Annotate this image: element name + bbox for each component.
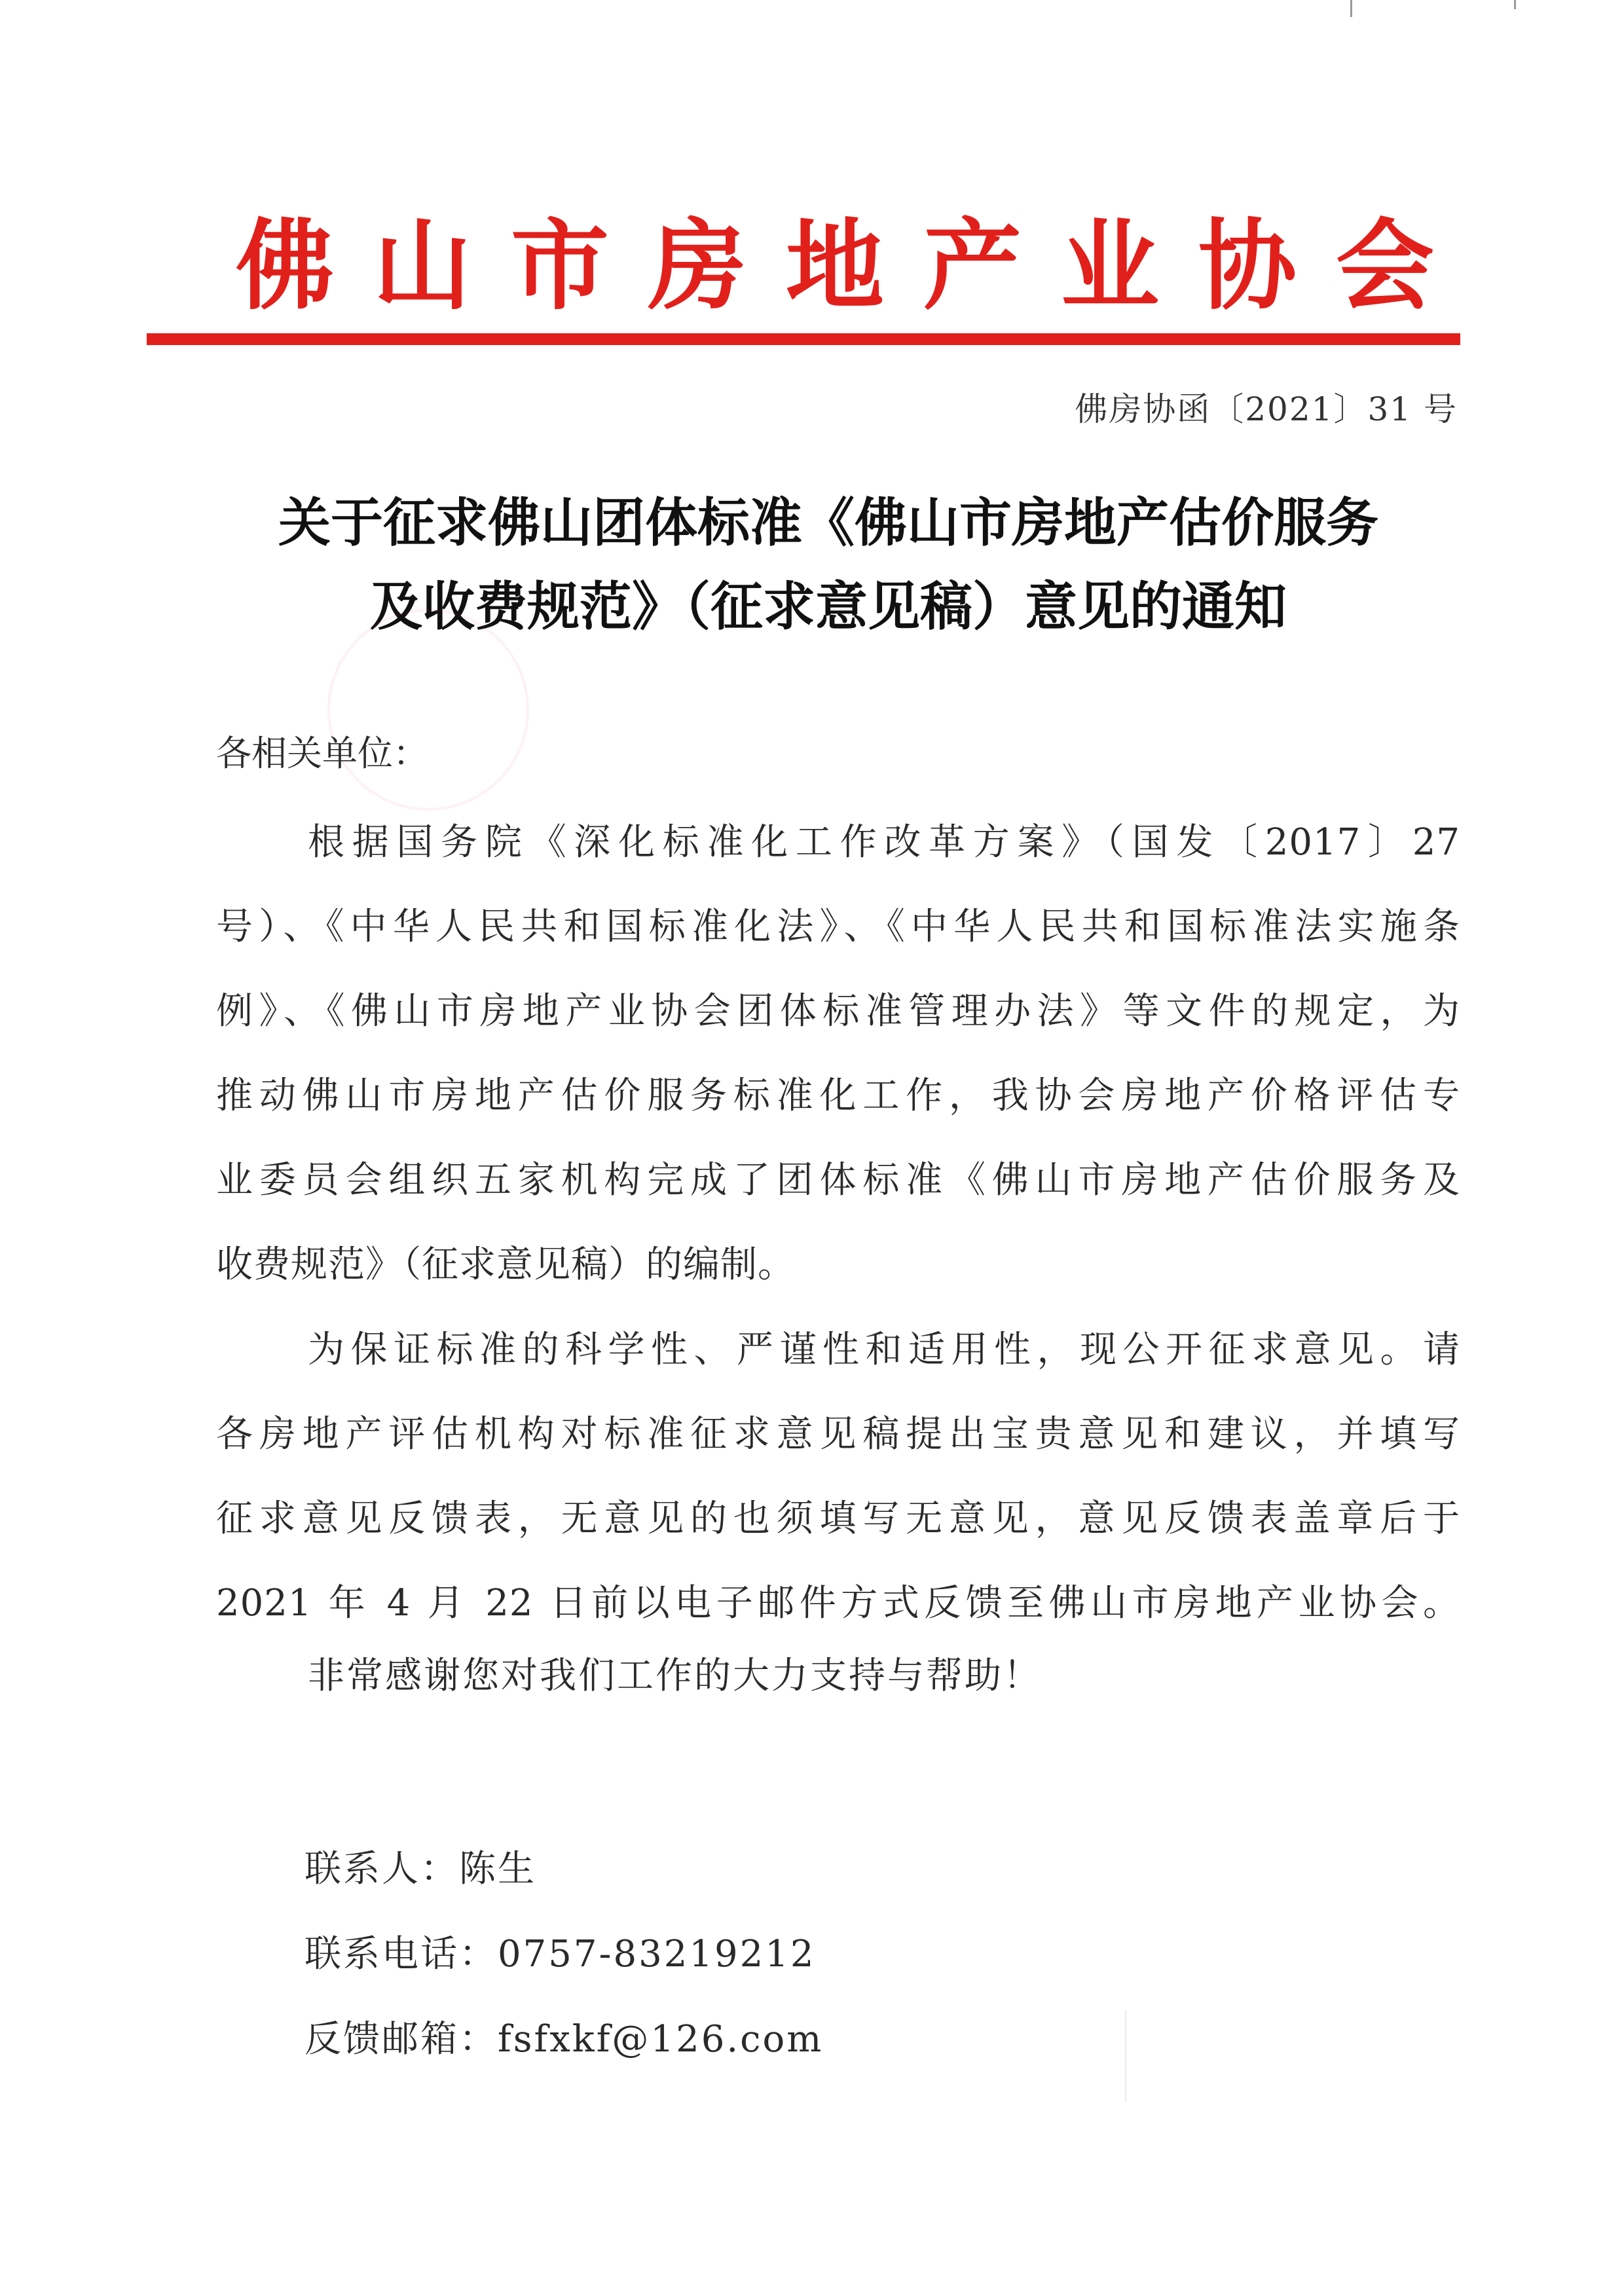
paragraph-line: 号）、《中华人民共和国标准化法》、《中华人民共和国标准法实施条 [216, 906, 1460, 948]
paragraph-line: 为保证标准的科学性、严谨性和适用性，现公开征求意见。请 [308, 1329, 1460, 1371]
title-line-2: 及收费规范》（征求意见稿）意见的通知 [370, 576, 1287, 637]
document-number: 佛房协函〔2021〕31 号 [1075, 390, 1458, 428]
letterhead-char: 产 [923, 208, 1022, 323]
letterhead-char: 会 [1335, 208, 1434, 323]
contact-person: 联系人：陈生 [304, 1848, 536, 1890]
paragraph-line: 各房地产评估机构对标准征求意见稿提出宝贵意见和建议，并填写 [216, 1413, 1460, 1456]
body-paragraph-1 [216, 800, 1460, 1307]
letterhead-char: 地 [785, 208, 884, 323]
body-paragraph-2 [216, 1308, 1460, 1645]
letterhead-char: 业 [1060, 208, 1159, 323]
scan-artifact-mark [1514, 0, 1516, 9]
letterhead-red-rule [147, 333, 1460, 345]
letterhead-char: 佛 [236, 208, 335, 323]
paragraph-line: 业委员会组织五家机构完成了团体标准《佛山市房地产估价服务及 [216, 1159, 1460, 1202]
letterhead-char: 山 [373, 208, 471, 323]
paragraph-line: 推动佛山市房地产估价服务标准化工作，我协会房地产价格评估专 [216, 1074, 1460, 1117]
letterhead-char: 协 [1198, 208, 1297, 323]
letterhead-char: 房 [648, 208, 747, 323]
scan-artifact-mark [1350, 0, 1352, 17]
paragraph-line: 根据国务院《深化标准化工作改革方案》（国发〔2017〕27 [308, 821, 1460, 864]
title-line-1: 关于征求佛山团体标准《佛山市房地产估价服务 [278, 492, 1378, 553]
contact-email: 反馈邮箱：fsfxkf@126.com [304, 2018, 824, 2061]
thanks-line: 非常感谢您对我们工作的大力支持与帮助！ [308, 1655, 1042, 1697]
scan-artifact-line [1125, 2010, 1126, 2102]
contact-phone: 联系电话：0757-83219212 [304, 1933, 816, 1975]
paragraph-line: 收费规范》（征求意见稿）的编制。 [216, 1243, 795, 1286]
faint-seal-impression [327, 609, 529, 811]
letterhead-org-name [236, 207, 1434, 325]
paragraph-line: 2021 年 4 月 22 日前以电子邮件方式反馈至佛山市房地产业协会。 [216, 1582, 1460, 1625]
paragraph-line: 例》、《佛山市房地产业协会团体标准管理办法》等文件的规定，为 [216, 990, 1460, 1033]
letterhead-char: 市 [510, 208, 609, 323]
salutation: 各相关单位： [216, 733, 428, 774]
paragraph-line: 征求意见反馈表，无意见的也须填写无意见，意见反馈表盖章后于 [216, 1497, 1460, 1540]
